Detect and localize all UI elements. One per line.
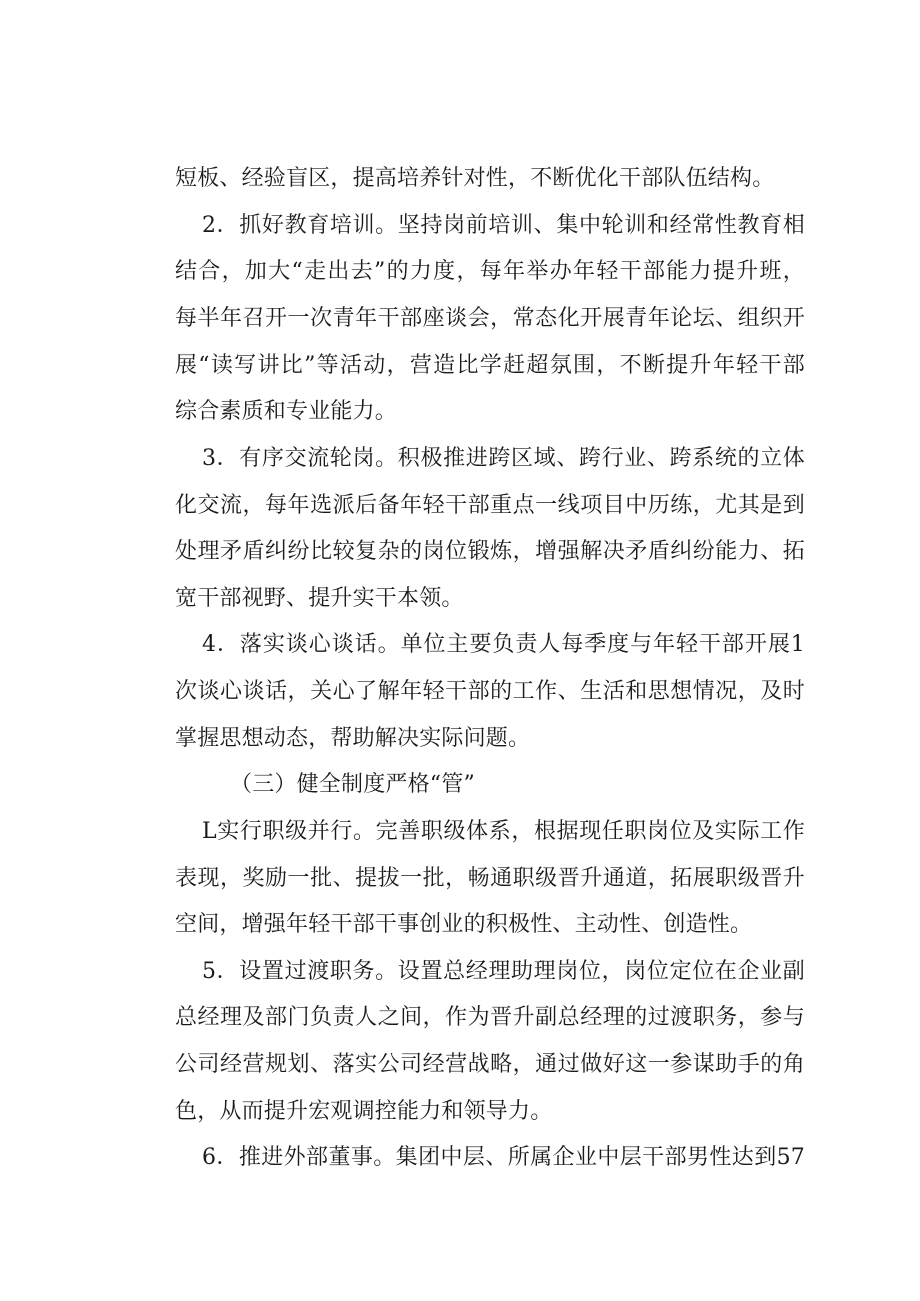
paragraph-line: 化交流，每年选派后备年轻干部重点一线项目中历练，尤其是到 — [175, 493, 805, 518]
paragraph-line: 表现，奖励一批、提拔一批，畅通职级晋升通道，拓展职级晋升 — [175, 866, 805, 891]
paragraph-line: L实行职级并行。完善职级体系，根据现任职岗位及实际工作 — [202, 819, 805, 844]
paragraph-line: 次谈心谈话，关心了解年轻干部的工作、生活和思想情况，及时 — [175, 679, 805, 704]
paragraph-line: 4．落实谈心谈话。单位主要负责人每季度与年轻干部开展1 — [202, 632, 805, 657]
paragraph-line: 处理矛盾纠纷比较复杂的岗位锻炼，增强解决矛盾纠纷能力、拓 — [175, 539, 805, 564]
paragraph-line: 每半年召开一次青年干部座谈会，常态化开展青年论坛、组织开 — [175, 306, 805, 331]
section-heading: （三）健全制度严格“管” — [230, 772, 475, 797]
paragraph-line: 公司经营规划、落实公司经营战略，通过做好这一参谋助手的角 — [175, 1052, 805, 1077]
paragraph-line: 短板、经验盲区，提高培养针对性，不断优化干部队伍结构。 — [175, 166, 775, 191]
paragraph-line: 6．推进外部董事。集团中层、所属企业中层干部男性达到57 — [202, 1145, 805, 1170]
paragraph-line: 3．有序交流轮岗。积极推进跨区域、跨行业、跨系统的立体 — [202, 446, 805, 471]
paragraph-line: 色，从而提升宏观调控能力和领导力。 — [175, 1099, 553, 1124]
paragraph-line: 结合，加大“走出去”的力度，每年举办年轻干部能力提升班， — [175, 259, 805, 284]
paragraph-line: 空间，增强年轻干部干事创业的积极性、主动性、创造性。 — [175, 912, 753, 937]
paragraph-line: 宽干部视野、提升实干本领。 — [175, 586, 464, 611]
paragraph-line: 掌握思想动态，帮助解决实际问题。 — [175, 726, 531, 751]
paragraph-line: 展“读写讲比”等活动，营造比学赶超氛围，不断提升年轻干部 — [175, 353, 805, 378]
paragraph-line: 5．设置过渡职务。设置总经理助理岗位，岗位定位在企业副 — [202, 959, 805, 984]
paragraph-line: 2．抓好教育培训。坚持岗前培训、集中轮训和经常性教育相 — [202, 213, 805, 238]
paragraph-line: 总经理及部门负责人之间，作为晋升副总经理的过渡职务，参与 — [175, 1005, 805, 1030]
paragraph-line: 综合素质和专业能力。 — [175, 399, 398, 424]
